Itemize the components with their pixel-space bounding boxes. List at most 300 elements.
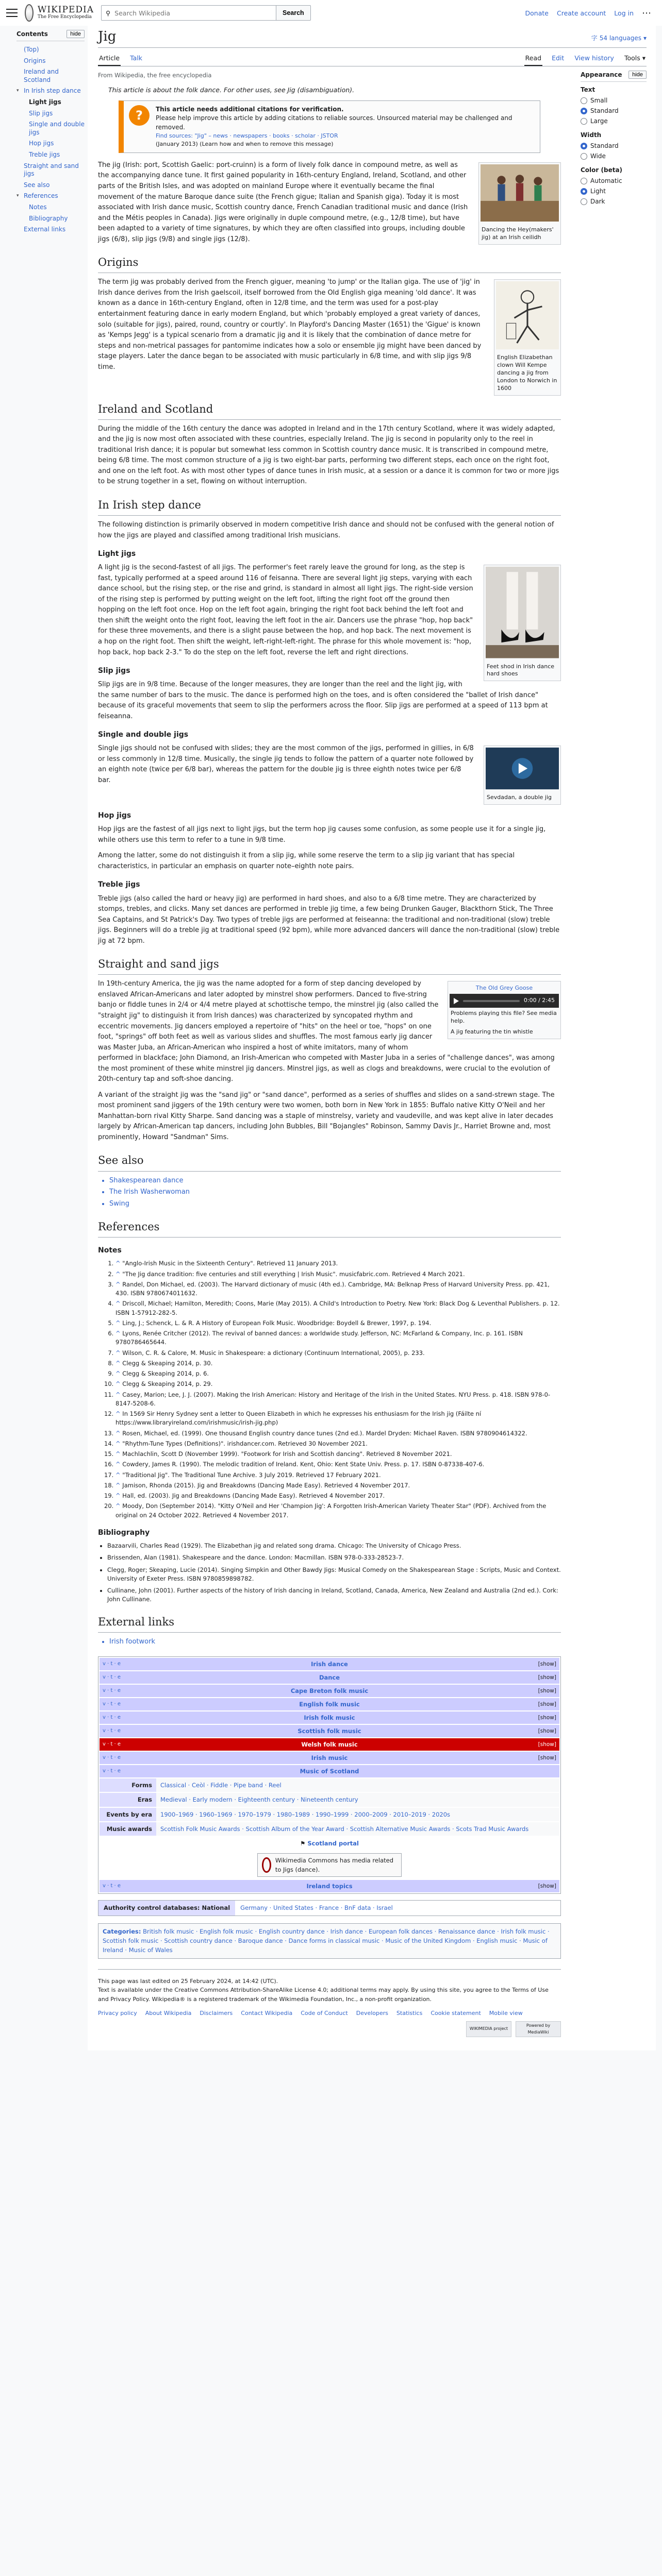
radio-button[interactable] [581,143,587,149]
footer-link[interactable]: Statistics [396,2010,423,2017]
dancers-photo [481,164,559,222]
kempe-woodcut [496,281,559,349]
tab-view-history[interactable]: View history [574,54,614,62]
toc-spacer [16,181,22,190]
wordmark-tagline: The Free Encyclopedia [37,14,92,20]
wikimedia-badge[interactable]: WIKIMEDIA project [466,2021,511,2037]
notice-date: (January 2013) (Learn how and when to remove this message) [156,141,334,148]
toc-item-label: External links [24,226,66,233]
from-line: From Wikipedia, the free encyclopedia [98,72,212,79]
reference-note [115,1429,561,1438]
heading-slip-jigs: Slip jigs [98,667,130,675]
see-also-item[interactable]: • Swing [109,1199,561,1210]
toc-item[interactable] [16,119,85,138]
radio-option[interactable] [581,116,647,126]
navbox-title[interactable]: Dance [319,1674,340,1682]
chevron-down-icon: ▾ [643,34,647,42]
reference-text: Clegg & Skeaping 2014, p. 6. [122,1370,209,1378]
navbox-show-toggle[interactable]: [show] [538,1714,556,1721]
article-body [98,66,561,2040]
radio-button[interactable] [581,198,587,205]
license-text: Text is available under the Creative Commons Attribution-ShareAlike License 4.0; additional terms may apply. By using this site, you agree to the Terms of Use and Privacy Policy. Wikipedia® is a registered trademark of the Wikimedia Foundation, Inc., a non-profit organization. [98,1987,549,2003]
radio-label: Automatic [590,177,622,184]
toc-item[interactable] [16,149,85,161]
reference-text: "The Jig dance tradition: five centuries and still everything | Irish Music". musicfabric.com. Retrieved 4 March 2021. [122,1270,465,1278]
backlink-icon[interactable]: ^ [115,1439,123,1447]
navbox-vte[interactable]: v · t · e [103,1674,121,1681]
toc-title: Contents [16,30,48,38]
toc-spacer [16,46,22,54]
bibliography-list [107,1541,561,1604]
heading-references: References [98,1221,160,1233]
reference-text: Clegg & Skeaping 2014, p. 29. [122,1380,213,1388]
search-input[interactable] [113,9,272,18]
light-jigs-paragraph: A light jig is the second-fastest of all jigs. The performer's feet rarely leave the ground for long, as the step is fast, typically performed at a speed around 116 of feisanna. There are several light jig steps, varying with each dance school, but the rising step, or the rise and grind, is standard in almost all light jigs. The right-side version of the rising step is performed by putting weight on the left foot, lifting the right foot off the ground then hopping on the left foot once. Hop on the left foot again, bringing the right foot back behind the left foot and then shift the weight onto the right foot, leaving the left foot in the air. Dancers use the phrase "hop, hop back" for these three movements, and there is a slight pause between the hop, and hop back. The next movement is a hop on the right foot. Then shift the weight, left-right-left-right. The phrase for this whole movement is: "hop, hop back, hop back 2-3." To do the step on the left foot, reverse the left and right directions. [98,564,473,656]
footer-link[interactable]: Disclaimers [200,2010,233,2017]
toc-spacer [16,162,22,178]
authority-control [98,1900,561,1916]
toc-item-label: Slip jigs [29,109,53,117]
single-jigs-paragraph: Single jigs should not be confused with slides; they are the most common of the jigs, performed in gillies, in 6/8 or less commonly in 12/8 time. Musically, the single jig tends to follow the pattern of a quarter note followed by an eighth note (twice per 6/8 bar), whereas the pattern for the double jig is three eighth notes twice per 6/8 bar. [98,744,474,785]
commons-text[interactable]: Wikimedia Commons has media related to Jigs (dance). [275,1857,394,1874]
play-icon[interactable] [454,998,459,1004]
category-links [98,1923,561,1959]
backlink-icon[interactable]: ^ [115,1260,123,1267]
reference-text: Jamison, Rhonda (2015). Jig and Breakdowns (Dancing Made Easy). Retrieved 4 November 2017. [122,1481,410,1489]
heading-straight-sand-jigs: Straight and sand jigs [98,958,219,971]
page-title: Jig [98,29,117,44]
reference-text: "Rhythm-Tune Types (Definitions)". irishdancer.com. Retrieved 30 November 2021. [122,1439,368,1447]
kempe-caption: English Elizabethan clown Will Kempe dancing a jig from London to Norwich in 1600 [497,354,557,392]
reference-note [115,1329,561,1347]
navbox-group-label: Eras [100,1793,156,1806]
navbox-row [100,1738,559,1751]
reference-note [115,1391,561,1409]
page-tabs [98,51,647,66]
navbox-group-links[interactable]: Scottish Folk Music Awards · Scottish Album of the Year Award · Scottish Alternative Music Awards · Scots Trad Music Awards [156,1822,559,1836]
reference-note [115,1270,561,1279]
heading-light-jigs: Light jigs [98,550,136,558]
navbox-show-toggle[interactable]: [show] [538,1701,556,1707]
mediawiki-badge[interactable]: Powered by MediaWiki [516,2021,561,2037]
navbox-music-of-scotland [100,1765,559,1777]
reference-text: Cowdery, James R. (1990). The melodic tradition of Ireland. Kent, Ohio: Kent State Univ. Press. p. 17. ISBN 0-87338-407-6. [122,1461,485,1468]
navbox-row [100,1711,559,1724]
reference-note [115,1349,561,1358]
color-label: Color (beta) [581,166,623,174]
navbox-scotland-title[interactable]: Music of Scotland [300,1768,359,1775]
footer-link[interactable]: Code of Conduct [301,2010,348,2017]
navbox-vte[interactable]: v · t · e [103,1768,121,1774]
toc-item-label: Treble jigs [29,150,60,158]
slip-jigs-paragraph: Slip jigs are in 9/8 time. Because of the longer measures, they are longer than the reel and the light jig, with the same number of bars to the music. The dance is performed high on the toes, and is often considered the "ballet of Irish dance" because of its graceful movements that seem to slip the performers across the floor. Slip jigs are performed at a speed of 113 bpm at feiseanna. [98,681,548,720]
tab-edit[interactable]: Edit [552,54,565,62]
navbox-group-links[interactable]: Classical · Ceòl · Fiddle · Pipe band · Reel [156,1778,559,1792]
radio-label: Standard [590,107,619,114]
wikipedia-logo[interactable] [25,4,94,22]
lead-paragraph: The jig (Irish: port, Scottish Gaelic: port-cruinn) is a form of lively folk dance in compound metre, as well as the accompanying dance tune. It first gained popularity in 16th-century England, Ireland, Scotland, and other parts of the British Isles, and was adopted on mainland Europe where it eventually became the final movement of the mature Baroque dance suite (the French gigue; Italian and Spanish giga). Today it is most associated with Irish dance music, Scottish country dance, French Canadian traditional music and dance (Irish and the Métis peoples in Canada). Jigs were originally in duple compound metre, (e.g., 12/8 time), but have been adapted to a variety of time signatures, by which they are often classified into groups, including double jigs (6/8), slip jigs (9/8) and single jigs (12/8). [98,161,468,243]
heading-single-double-jigs: Single and double jigs [98,731,189,739]
heading-bibliography: Bibliography [98,1528,150,1537]
notes-list [115,1259,561,1520]
audio-caption: A jig featuring the tin whistle [451,1028,533,1035]
backlink-icon[interactable]: ^ [115,1492,123,1500]
navbox-row [100,1752,559,1764]
navbox-group-row [100,1793,559,1806]
reference-text: Driscoll, Michael; Hamilton, Meredith; Coons, Marie (May 2015). A Child's Introduction to Poetry. New York: Black Dog & Leventhal Publishers. p. 12. ISBN 1-57912-282-5. [115,1300,560,1316]
see-also-item[interactable]: • The Irish Washerwoman [109,1187,561,1198]
hatnote: This article is about the folk dance. For other uses, see Jig (disambiguation). [108,86,355,94]
commons-logo-icon [262,1857,271,1873]
external-links-list [109,1637,561,1648]
radio-label: Wide [590,152,606,160]
navbox-title[interactable]: Irish dance [311,1660,348,1668]
chevron-toggle-icon[interactable]: ▾ [16,88,19,94]
language-button[interactable] [591,33,647,44]
audio-help: Problems playing this file? See media help. [451,1010,557,1024]
video-caption: Sevdadan, a double jig [487,794,552,801]
radio-option[interactable] [581,141,647,151]
toc-item[interactable] [16,213,85,225]
backlink-icon[interactable]: ^ [115,1359,123,1367]
toc-item-label: See also [24,181,50,189]
heading-external-links: External links [98,1615,174,1628]
commons-box [257,1853,402,1877]
reference-note [115,1460,561,1469]
backlink-icon[interactable]: ^ [115,1330,123,1337]
hard-shoes-photo [486,567,559,658]
navbox-show-toggle[interactable]: [show] [538,1727,556,1734]
navbox-group-row [100,1808,559,1821]
audio-time: 0:00 / 2:45 [523,997,555,1004]
footer-link[interactable]: Mobile view [489,2010,523,2017]
heading-hop-jigs: Hop jigs [98,811,131,820]
create-account-link[interactable]: Create account [556,9,606,17]
toc-item-label: Light jigs [29,98,61,106]
reference-note [115,1439,561,1448]
toc-item[interactable] [16,86,85,97]
navbox-title[interactable]: Cape Breton folk music [290,1687,369,1695]
footer-link[interactable]: Contact Wikipedia [241,2010,293,2017]
navbox-title[interactable]: Irish folk music [304,1714,355,1722]
radio-button[interactable] [581,188,587,195]
citation-notice [119,100,540,153]
bibliography-item: • Clegg, Roger; Skeaping, Lucie (2014). Singing Simpkin and Other Bawdy Jigs: Musical Comedy on the Shakespearean Stage : Scripts, Music and Context. University of Exeter Press. ISBN 9780859898782. [107,1566,561,1584]
heading-see-also: See also [98,1154,144,1167]
toc-item-label: References [24,192,58,200]
language-count: 54 languages [599,34,641,42]
reference-note [115,1410,561,1428]
audio-player[interactable] [450,994,559,1008]
radio-label: Small [590,97,608,104]
treble-jigs-paragraph: Treble jigs (also called the hard or heavy jig) are performed in hard shoes, and also to a 6/8 time metre. They are characterized by stomps, trebles, and clicks. Many set dances are performed in treble jig time, a few being Drunken Gauger, Blackthorn Stick, The Three Sea Captains, and St Patrick's Day. Two types of treble jigs are performed at feiseanna: the traditional and non-traditional (slow) treble jigs. Beginners will do a treble jig at traditional speed (92 bpm), while more advanced dancers will dance the non-traditional (slow) treble jig at 72 bpm. [98,894,560,945]
origins-paragraph: The term jig was probably derived from the French giguer, meaning 'to jump' or the Italian giga. The use of 'jig' in Irish dance derives from the Irish gaelscoil, itself borrowed from the Old English giga meaning 'old dance'. It was known as a dance in 16th-century England, often in 12/8 time, and the term was used for a post-play entertainment featuring dance in early modern England, but which 'probably employed a great variety of dances, solo (suitable for jigs), paired, round, country or courtly'. In Playford's Dancing Master (1651) the 'Gigue' is known as 'Kemps Jegg' is a typical scenario from a dramatic jig and it is likely that the combination of dance metre for steps and non-metrical passages for pantomime indicates how a solo or ensemble jig might have been danced by stage players. Later the dance began to be associated with music particularly in 6/8 time, and with slip jigs 9/8 time. [98,278,482,371]
backlink-icon[interactable]: ^ [115,1280,123,1288]
footer-link[interactable]: Developers [356,2010,389,2017]
reference-note [115,1299,561,1317]
audio-seekbar[interactable] [463,1000,520,1002]
toc-item-label: In Irish step dance [24,87,81,95]
footer-link[interactable]: Privacy policy [98,2010,137,2017]
site-header [0,0,662,26]
navbox-vte[interactable]: v · t · e [103,1755,121,1761]
external-link[interactable]: • Irish footwork [109,1637,561,1648]
heading-ireland-scotland: Ireland and Scotland [98,402,213,415]
navbox-ireland-topics: v · t · e Ireland topics [show] [100,1880,559,1892]
search-button[interactable]: Search [276,5,311,21]
reference-text: Randel, Don Michael, ed. (2003). The Harvard dictionary of music (4th ed.). Cambridge, MA: Belknap Press of Harvard University Press. pp. 421, 430. ISBN 9780674011632. [115,1280,550,1297]
main-content [88,26,656,2050]
backlink-icon[interactable]: ^ [115,1270,123,1278]
toc-item[interactable] [16,56,85,67]
page-footer [98,1969,561,2040]
reference-text: Lyons, Renée Critcher (2012). The revival of banned dances: a worldwide study. Jefferson, NC: McFarland & Company, Inc. p. 161. ISBN 9780786465644. [115,1330,523,1346]
reference-text: "Traditional Jig". The Traditional Tune Archive. 3 July 2019. Retrieved 17 February 2021. [122,1471,381,1479]
navbox-group-label: Forms [100,1778,156,1792]
tab-read[interactable]: Read [524,51,542,66]
heading-origins: Origins [98,256,139,269]
toc-item[interactable] [16,108,85,120]
toc-item[interactable] [16,202,85,213]
reference-note [115,1280,561,1298]
last-edited: This page was last edited on 25 February 2024, at 14:42 (UTC). [98,1977,278,1985]
appearance-title: Appearance [581,71,622,78]
straight-paragraph-2: A variant of the straight jig was the "sand jig" or "sand dance", performed as a series of shuffles and slides on a sand-strewn stage. The most prominent sand jiggers of the 19th century were two women, both born in New York in 1855: Buffalo native Kitty O'Neil and her Manhattan-born rival Kitty Sharpe. Sand dancing was a staple of minstrelsy, variety and vaudeville, and was kept alive in later decades largely by African-American tap dancers, including John Bubbles, Bill "Bojangles" Robinson, Sammy Davis Jr., Harriet Browne and, most prominently, Howard "Sandman" Sims. [98,1091,555,1141]
see-also-list [109,1176,561,1210]
backlink-icon[interactable]: ^ [115,1319,123,1327]
categories-list[interactable]: British folk music · English folk music · English country dance · Irish dance · European folk dances · Renaissance dance · Irish folk music · Scottish folk music · Scottish country dance · Baroque dance · Dance forms in classical music · Music of the United Kingdom · English music · Music of Ireland · Music of Wales [103,1927,550,1954]
footer-link[interactable]: Cookie statement [431,2010,481,2017]
question-icon: ? [129,105,150,126]
radio-button[interactable] [581,108,587,114]
heading-irish-step-dance: In Irish step dance [98,498,201,511]
navbox-row [100,1658,559,1670]
appearance-panel [572,66,647,2040]
backlink-icon[interactable]: ^ [115,1502,123,1510]
reference-note [115,1380,561,1388]
backlink-icon[interactable]: ^ [115,1461,123,1468]
toc-item[interactable] [16,66,85,86]
radio-option[interactable] [581,95,647,106]
reference-note [115,1259,561,1268]
toc-item-label: Single and double jigs [29,121,85,136]
chevron-toggle-icon[interactable]: ▾ [16,193,19,199]
navbox [98,1656,561,1894]
video-thumb[interactable] [484,745,561,805]
radio-option[interactable] [581,151,647,161]
tab-talk[interactable]: Talk [130,54,143,62]
navbox-group-links[interactable]: Medieval · Early modern · Eighteenth century · Nineteenth century [156,1793,559,1806]
radio-button[interactable] [581,97,587,104]
reference-note [115,1359,561,1368]
main-menu-icon[interactable] [6,9,18,17]
search-form [101,5,311,21]
reference-note [115,1319,561,1328]
heading-treble-jigs: Treble jigs [98,880,140,889]
table-of-contents [6,26,88,2050]
toc-item[interactable] [16,161,85,180]
navbox-group-label: Music awards [100,1822,156,1836]
reference-note [115,1481,561,1490]
reference-note [115,1450,561,1459]
navbox-title[interactable]: English folk music [299,1701,360,1708]
toc-item[interactable] [16,138,85,149]
backlink-icon[interactable]: ^ [115,1391,123,1398]
audio-title[interactable]: The Old Grey Goose [475,985,533,992]
wordmark-title: WIKIPEDIA [37,5,94,15]
see-also-item[interactable]: • Shakespearean dance [109,1176,561,1187]
navbox-show-toggle[interactable]: [show] [538,1883,556,1890]
heading-notes: Notes [98,1246,122,1255]
navbox-group-label: Events by era [100,1808,156,1821]
text-size-label: Text [581,86,595,93]
toc-item-label: Ireland and Scotland [24,68,59,83]
lead-image[interactable] [478,162,561,245]
backlink-icon[interactable]: ^ [115,1481,123,1489]
reference-note [115,1471,561,1480]
scotland-portal[interactable]: ⚑ Scotland portal [300,1839,359,1847]
backlink-icon[interactable]: ^ [115,1471,123,1479]
toc-spacer [16,68,22,84]
more-options-icon[interactable]: ⋯ [642,7,652,19]
categories-label[interactable]: Categories: [103,1927,141,1935]
toc-item-label: Origins [24,57,46,64]
bibliography-item: • Brissenden, Alan (1981). Shakespeare and the dance. London: Macmillan. ISBN 978-0-333-28523-7. [107,1553,561,1562]
shoes-caption: Feet shod in Irish dance hard shoes [487,663,555,677]
navbox-title[interactable]: Welsh folk music [301,1741,358,1749]
navbox-vte[interactable]: v · t · e [103,1741,121,1748]
navbox-show-toggle[interactable]: [show] [538,1660,556,1667]
bibliography-item: • Bazaarvili, Charles Read (1929). The Elizabethan jig and related song drama. Chicago: The University of Chicago Press. [107,1541,561,1550]
reference-text: Clegg & Skeaping 2014, p. 30. [122,1359,213,1367]
navbox-group-row [100,1778,559,1792]
navbox-vte[interactable]: v · t · e [103,1728,121,1734]
navbox-show-toggle[interactable]: [show] [538,1674,556,1681]
navbox-show-toggle[interactable]: [show] [538,1754,556,1761]
authority-label: Authority control databases: National [98,1901,235,1915]
globe-icon [25,4,34,22]
navbox-row [100,1671,559,1684]
navbox-group-links[interactable]: 1900–1969 · 1960–1969 · 1970–1979 · 1980–1989 · 1990–1999 · 2000–2009 · 2010–2019 · 2020s [156,1808,559,1821]
ireland-paragraph: During the middle of the 16th century the dance was adopted in Ireland and in the 17th century Scotland, where it was widely adapted, and the jig is now most often associated with these countries, especially Ireland. The jig is second in popularity only to the reel in traditional Irish dance; it is popular but somewhat less common in Scottish country dance music. It is transcribed in compound metre, being 6/8 time. The most common structure of a jig is two eight-bar parts, performing two different steps, each once on the right foot, and one on the left foot. As with most other types of dance tunes in Irish music, at a session or a dance it is common for two or more jigs to be strung together in a set, flowing on without interruption. [98,425,559,486]
reference-note [115,1502,561,1520]
reference-text: Casey, Marion; Lee, J. J. (2007). Making the Irish American: History and Heritage of the Irish in the United States. NYU Press. p. 418. ISBN 978-0-8147-5208-6. [115,1391,551,1407]
radio-option[interactable] [581,106,647,116]
kempe-image[interactable] [494,279,561,395]
reference-text: Wilson, C. R. & Calore, M. Music in Shakespeare: a dictionary (Continuum International, 2005), p. 233. [122,1349,425,1357]
toc-item[interactable] [16,44,85,56]
backlink-icon[interactable]: ^ [115,1349,123,1357]
backlink-icon[interactable]: ^ [115,1370,123,1378]
lead-image-caption: Dancing the Hey(makers' jig) at an Irish ceilidh [482,226,554,241]
reference-text: Machlachlin, Scott D (November 1999). "Footwork for Irish and Scottish dancing". Retrieved 8 November 2021. [122,1450,452,1458]
navbox-row [100,1725,559,1737]
step-intro: The following distinction is primarily observed in modern competitive Irish dance and should not be confused with the general notion of how the jigs are played and classified among traditional Irish musicians. [98,521,554,539]
radio-button[interactable] [581,118,587,125]
search-icon: ⚲ [106,9,111,17]
reference-text: Hall, ed. (2003). Jig and Breakdowns (Dancing Made Easy). Retrieved 4 November 2017. [122,1492,385,1500]
appearance-hide-button[interactable]: hide [628,71,647,79]
radio-option[interactable] [581,196,647,207]
navbox-show-toggle[interactable]: [show] [538,1741,556,1748]
bibliography-item: • Cullinane, John (2001). Further aspects of the history of Irish dancing in Ireland, Scotland, Canada, America, New Zealand and Australia (2nd ed.). Cork: John Cullinane. [107,1586,561,1604]
radio-label: Standard [590,142,619,149]
hop-jigs-paragraph-1: Hop jigs are the fastest of all jigs next to light jigs, but the term hop jig causes some confusion, as some people use it for a single jig, while others use this term to refer to a tune in 9/8 time. [98,825,546,844]
shoes-image[interactable] [484,565,561,681]
reference-text: Rosen, Michael, ed. (1999). One thousand English country dance tunes (2nd ed.). Mardel Dryden: Michael Raven. ISBN 9780904614322. [122,1429,527,1437]
backlink-icon[interactable]: ^ [115,1429,123,1437]
navbox-vte[interactable]: v · t · e [103,1688,121,1694]
navbox-title[interactable]: Irish music [311,1754,348,1762]
donate-link[interactable]: Donate [525,9,549,17]
width-label: Width [581,131,602,139]
backlink-icon[interactable]: ^ [115,1300,123,1308]
radio-option[interactable] [581,186,647,196]
backlink-icon[interactable]: ^ [115,1450,123,1458]
notice-body: Please help improve this article by adding citations to reliable sources. Unsourced material may be challenged and removed. [156,114,512,131]
translate-icon: 字 [591,35,598,42]
toc-item[interactable] [16,97,85,108]
navbox-vte[interactable]: v · t · e [103,1715,121,1721]
audio-player-box [448,981,561,1039]
toc-item[interactable] [16,224,85,235]
hop-jigs-paragraph-2: Among the latter, some do not distinguish it from a slip jig, while some reserve the term to a slip jig variant that has special characteristics, in particular an emphasis on quarter note–eighth note pairs. [98,852,515,870]
navbox-vte[interactable]: v · t · e [103,1883,121,1889]
toc-item[interactable] [16,191,85,202]
straight-paragraph-1: In 19th-century America, the jig was the name adopted for a form of step dancing developed by enslaved African-Americans and later adopted by minstrel show performers. Danced to five-string banjo or fiddle tunes in 2/4 or 4/4 metre played at schottische tempo, the minstrel jig (also called the "straight jig" to distinguish it from Irish dances) was characterized by syncopated rhythm and eccentric movements. Jig dancers employed a repertoire of "hits" on the heel or toe, "hops" on one foot, "springs" off both feet as well as various slides and shuffles. The most famous early jig dancer was Master Juba, an African-American who inspired a host of white imitators, many of whom performed in blackface; John Diamond, an Irish-American who competed with Master Juba in a series of "challenge dances", was among the most prominent of these white minstrel jig dancers. Minstrel jigs, as well as clogs and breakdowns, were crucial to the evolution of 20th-century tap and soft-shoe dancing. [98,980,555,1083]
toc-item[interactable] [16,180,85,191]
search-field[interactable] [101,5,276,21]
radio-label: Large [590,117,608,125]
backlink-icon[interactable]: ^ [115,1380,123,1388]
toc-spacer [16,57,22,65]
reference-note [115,1369,561,1378]
find-sources-links[interactable]: Find sources: "Jig" – news · newspapers · books · scholar · JSTOR [156,132,338,140]
navbox-row [100,1685,559,1697]
flag-icon: ⚑ [300,1839,306,1847]
radio-option[interactable] [581,176,647,186]
authority-values[interactable]: Germany · United States · France · BnF data · Israel [240,1904,393,1912]
navbox-vte[interactable]: v · t · e [103,1701,121,1707]
video-still [486,748,559,789]
radio-button[interactable] [581,153,587,160]
navbox-show-toggle[interactable]: [show] [538,1687,556,1694]
tab-tools[interactable]: Tools ▾ [624,54,646,62]
toc-hide-button[interactable]: hide [67,30,85,38]
toc-item-label: Notes [29,203,47,211]
reference-text: Ling, J.; Schenck, L. & R. A History of European Folk Music. Woodbridge: Boydell & Brewer, 1997, p. 194. [122,1319,432,1327]
toc-spacer [16,226,22,234]
toc-item-label: Hop jigs [29,140,54,147]
notice-headline: This article needs additional citations for verification. [156,105,344,113]
footer-link[interactable]: About Wikipedia [145,2010,192,2017]
toc-item-label: (Top) [24,46,39,53]
reference-text: Moody, Don (September 2014). "Kitty O'Neil and Her 'Champion Jig': A Forgotten Irish-American Variety Theater Star" (PDF). Archived from the original on 24 October 2022. Retrieved 4 November 2017. [115,1502,547,1519]
navbox-vte[interactable]: v · t · e [103,1661,121,1667]
tab-article[interactable]: Article [98,51,121,66]
radio-label: Dark [590,198,605,205]
reference-text: In 1569 Sir Henry Sydney sent a letter to Queen Elizabeth in which he expresses his enthusiasm for the Irish jig (Fáilte ní https://www.libraryireland.com/irishmusic/irish-jig.php) [115,1410,482,1427]
backlink-icon[interactable]: ^ [115,1410,123,1418]
navbox-group-row [100,1822,559,1836]
reference-note [115,1492,561,1500]
log-in-link[interactable]: Log in [614,9,634,17]
navbox-title[interactable]: Scottish folk music [297,1727,361,1735]
reference-text: "Anglo-Irish Music in the Sixteenth Century". Retrieved 11 January 2013. [122,1260,338,1267]
radio-button[interactable] [581,178,587,184]
toc-item-label: Bibliography [29,214,68,222]
navbox-row [100,1698,559,1710]
